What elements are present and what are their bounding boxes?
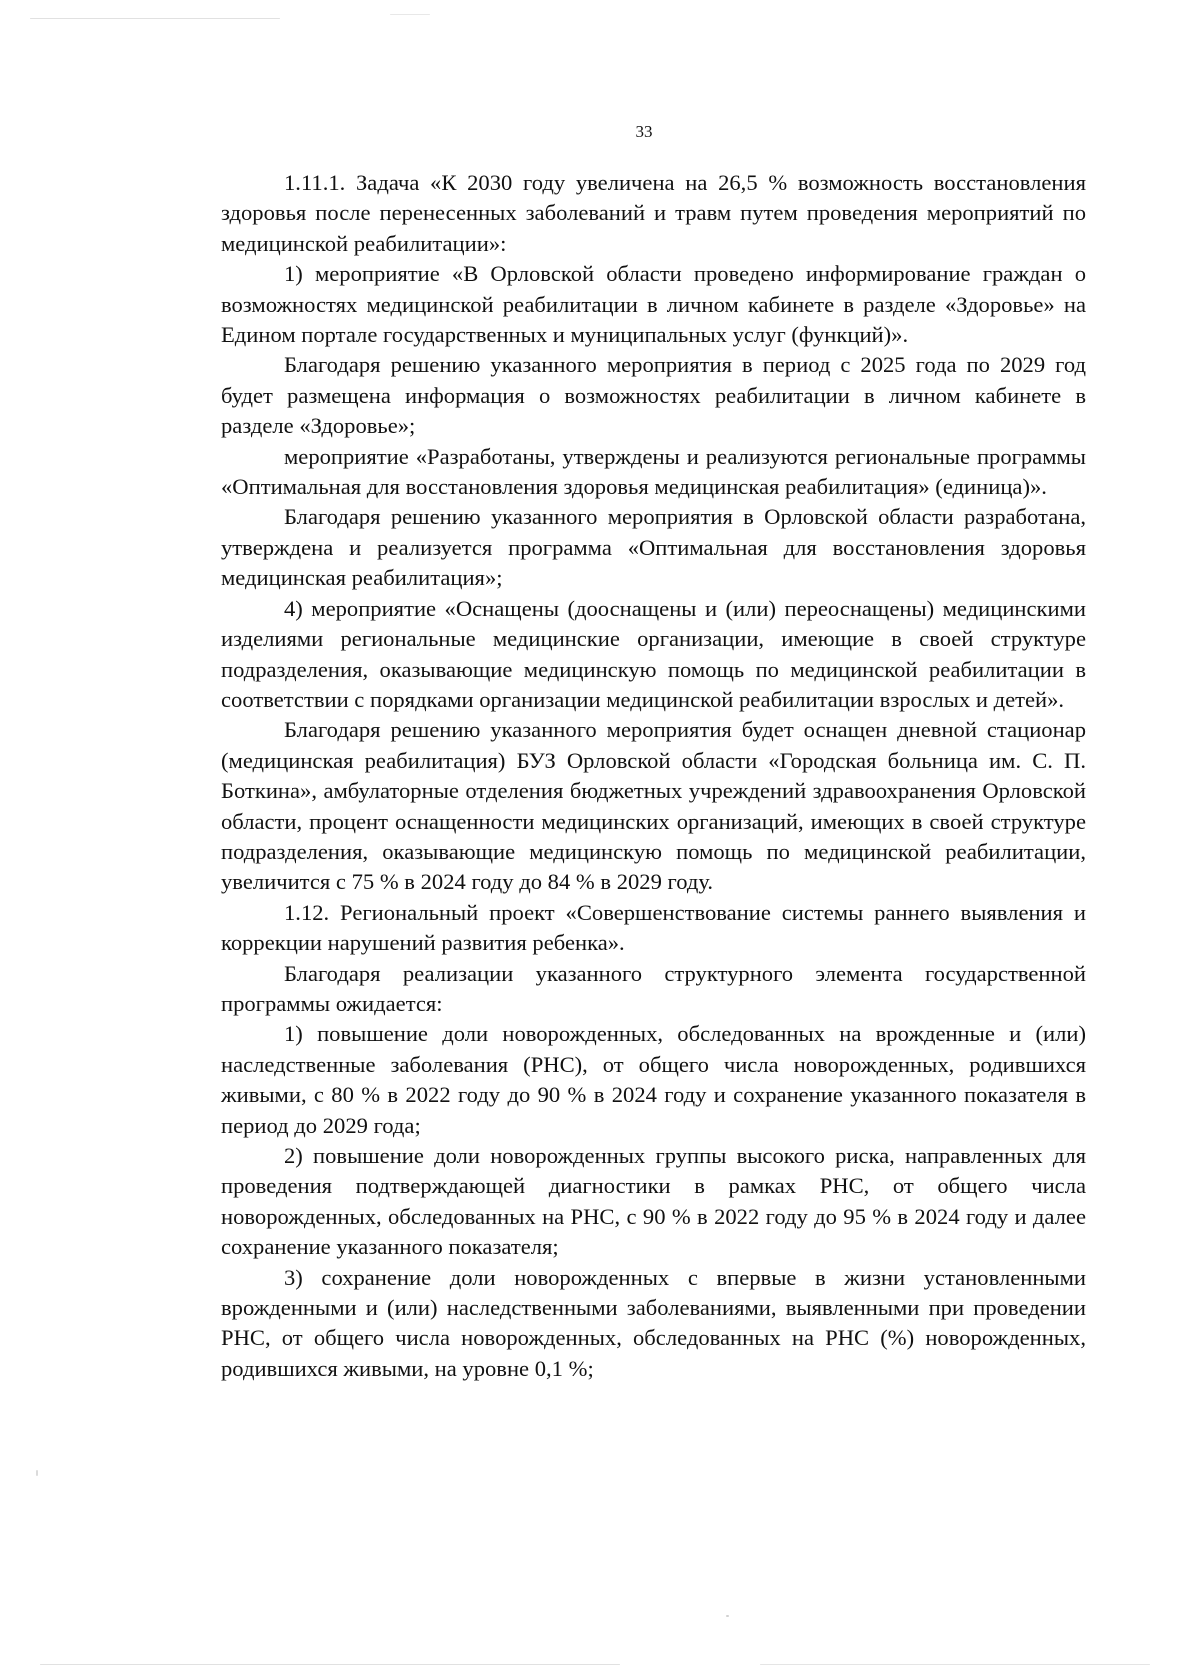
paragraph-task-1-11-1: 1.11.1. Задача «К 2030 году увеличена на 26,5 % возможность восстановления здоровья после перенесенных заболеваний и травм путем проведения мероприятий по медицинской реабилитации»: — [221, 170, 1086, 256]
scan-artifact — [390, 14, 430, 15]
paragraph-result-programs: Благодаря решению указанного мероприятия в Орловской области разработана, утверждена и реализуется программа «Оптимальная для восстановления здоровья медицинская реабилитация»; — [221, 504, 1086, 591]
paragraph-measure-4: 4) мероприятие «Оснащены (дооснащены и (или) переоснащены) медицинскими изделиями региональные медицинские организации, имеющие в своей структуре подразделения, оказывающие медицинскую помощь по медицинской реабилитации в соответствии с порядками организации медицинской реабилитации взрослых и детей». — [221, 595, 1086, 712]
paragraph-expected-results: Благодаря реализации указанного структурного элемента государственной программы ожидается: — [221, 960, 1086, 1016]
scan-artifact — [760, 1664, 1150, 1665]
paragraph-item-3: 3) сохранение доли новорожденных с впервые в жизни установленными врожденными и (или) наследственными заболеваниями, выявленными при проведении РНС, от общего числа новорожденных, обследованных на РНС (%) новорожденных, родившихся живыми, на уровне 0,1 %; — [221, 1264, 1086, 1381]
page-number: 33 — [635, 122, 653, 141]
paragraph-result-measure-4: Благодаря решению указанного мероприятия будет оснащен дневной стационар (медицинская реабилитация) БУЗ Орловской области «Городская больница им. С. П. Боткина», амбулаторные отделения бюджетных учреждений здравоохранения Орловской области, процент оснащенности медицинских организаций, имеющих в своей структуре подразделения, оказывающие медицинскую помощь по медицинской реабилитации, увеличится с 75 % в 2024 году до 84 % в 2029 году. — [221, 717, 1086, 895]
scan-artifact — [726, 1615, 729, 1617]
paragraph-measure-programs: мероприятие «Разработаны, утверждены и реализуются региональные программы «Оптимальная для восстановления здоровья медицинская реабилитация» (единица)». — [221, 443, 1086, 500]
paragraph-measure-1: 1) мероприятие «В Орловской области проведено информирование граждан о возможностях медицинской реабилитации в личном кабинете в разделе «Здоровье» на Едином портале государственных и муниципальных услуг (функций)». — [221, 261, 1086, 348]
scan-artifact — [36, 1470, 38, 1476]
scan-artifact — [30, 18, 280, 19]
scan-artifact — [40, 1664, 620, 1665]
document-body — [221, 168, 1086, 1384]
paragraph-result-measure-1: Благодаря решению указанного мероприятия в период с 2025 года по 2029 год будет размещена информация о возможностях реабилитации в личном кабинете в разделе «Здоровье»; — [221, 352, 1086, 439]
paragraph-project-1-12: 1.12. Региональный проект «Совершенствование системы раннего выявления и коррекции нарушений развития ребенка». — [221, 899, 1086, 956]
paragraph-item-2: 2) повышение доли новорожденных группы высокого риска, направленных для проведения подтверждающей диагностики в рамках РНС, от общего числа новорожденных, обследованных на РНС, с 90 % в 2022 году до 95 % в 2024 году и далее сохранение указанного показателя; — [221, 1143, 1086, 1260]
paragraph-item-1: 1) повышение доли новорожденных, обследованных на врожденные и (или) наследственные заболевания (РНС), от общего числа новорожденных, родившихся живыми, с 80 % в 2022 году до 90 % в 2024 году и сохранение указанного показателя в период до 2029 года; — [221, 1021, 1086, 1138]
